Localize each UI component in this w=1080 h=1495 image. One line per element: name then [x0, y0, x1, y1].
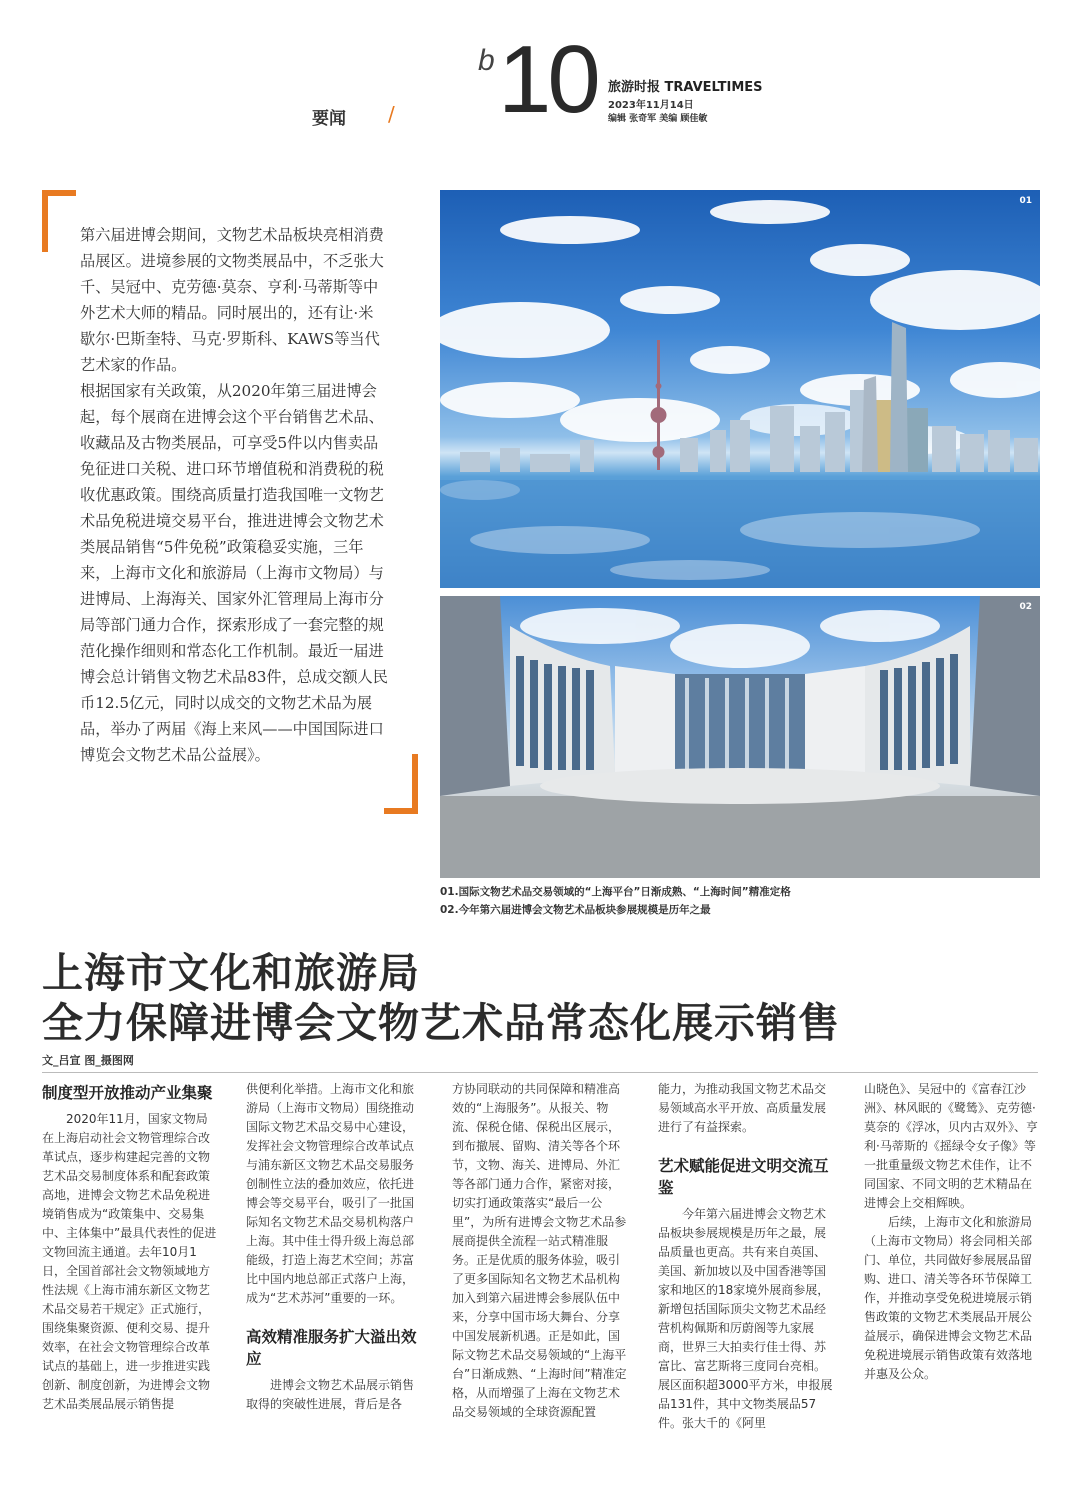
section-slash: / — [388, 102, 395, 126]
article-column-1 — [42, 1080, 218, 1414]
article-paragraph: 供便利化举措。上海市文化和旅游局（上海市文物局）围绕推动国际文物艺术品交易中心建设，发挥社会文物管理综合改革试点与浦东新区文物艺术品交易服务创制性立法的叠加效应，依托进博会等交易平台，吸引了一批国际知名文物艺术品交易机构落户上海。其中佳士得升级上海总部能级，打造上海艺术空间；苏富比中国内地总部正式落户上海，成为“艺术苏河”重要的一环。 — [246, 1082, 415, 1305]
section-label: 要闻 — [312, 109, 346, 129]
article-paragraph: 后续，上海市文化和旅游局（上海市文物局）将会同相关部门、单位，共同做好参展展品留购、进口、清关等各环节保障工作，并推动享受免税进境展示销售政策的文物艺术类展品开展公益展示，确保进博会文物艺术品免税进境展示销售政策有效落地并惠及公众。 — [864, 1215, 1033, 1381]
intro-text — [80, 222, 388, 768]
photo-shanghai-skyline — [440, 190, 1040, 588]
intro-paragraph: 第六届进博会期间，文物艺术品板块亮相消费品展区。进境参展的文物类展品中，不乏张大千、吴冠中、克劳德·莫奈、亨利·马蒂斯等中外艺术大师的精品。同时展出的，还有让·米歇尔·巴斯奎特、马克·罗斯科、KAWS等当代艺术家的作品。 — [80, 226, 384, 374]
headline-line2: 全力保障进博会文物艺术品常态化展示销售 — [42, 999, 840, 1047]
photo-caption: 02.今年第六届进博会文物艺术品板块参展规模是历年之最 — [440, 904, 711, 916]
photo-exhibition-center — [440, 596, 1040, 878]
paper-date: 2023年11月14日 — [608, 100, 694, 111]
subheading: 艺术赋能促进文明交流互鉴 — [658, 1156, 829, 1197]
byline: 文_吕宣 图_摄图网 — [42, 1054, 134, 1067]
article-column-4 — [658, 1080, 834, 1433]
bracket-bottom-right — [384, 754, 418, 814]
page-number: 10 — [498, 26, 597, 133]
photo-number: 02 — [1019, 602, 1032, 612]
page-letter: b — [478, 44, 495, 77]
headline-line1: 上海市文化和旅游局 — [42, 949, 420, 997]
article-column-3 — [452, 1080, 628, 1422]
article-paragraph: 能力，为推动我国文物艺术品交易领域高水平开放、高质量发展进行了有益探索。 — [658, 1082, 827, 1134]
bracket-top-left — [42, 190, 76, 252]
article-paragraph: 2020年11月，国家文物局在上海启动社会文物管理综合改革试点，逐步构建起完善的文物艺术品交易制度体系和配套政策高地，进博会文物艺术品免税进境销售成为“政策集中、交易集中、主体集中”最具代表性的促进文物回流主通道。去年10月1日，全国首部社会文物领域地方性法规《上海市浦东新区文物艺术品交易若干规定》正式施行，围绕集聚资源、便利交易、提升效率，在社会文物管理综合改革试点的基础上，进一步推进实践创新、制度创新，为进博会文物艺术品类展品展示销售提 — [42, 1112, 217, 1411]
photo-number: 01 — [1019, 196, 1032, 206]
subheading: 高效精准服务扩大溢出效应 — [246, 1327, 417, 1368]
subheading: 制度型开放推动产业集聚 — [42, 1083, 213, 1102]
paper-name: 旅游时报 TRAVELTIMES — [608, 80, 763, 95]
article-paragraph: 山晓色》、吴冠中的《富春江沙洲》、林风眠的《鹭鸶》、克劳德·莫奈的《浮冰，贝内古双外》、亨利·马蒂斯的《摇绿令女子像》等一批重量级文物艺术佳作，让不同国家、不同文明的艺术精品在进博会上交相辉映。 — [864, 1082, 1039, 1210]
divider — [42, 1072, 1038, 1073]
article-paragraph: 进博会文物艺术品展示销售取得的突破性进展，背后是各 — [246, 1378, 415, 1411]
article-paragraph: 方协同联动的共同保障和精准高效的“上海服务”。从报关、物流、保税仓储、保税出区展示，到布撤展、留购、清关等各个环节，文物、海关、进博局、外汇等各部门通力合作，紧密对接，切实打通政策落实“最后一公里”，为所有进博会文物艺术品参展商提供全流程一站式精准服务。正是优质的服务体验，吸引了更多国际知名文物艺术品机构加入到第六届进博会参展队伍中来，分享中国市场大舞台、分享中国发展新机遇。正是如此，国际文物艺术品交易领域的“上海平台”日渐成熟、“上海时间”精准定格，从而增强了上海在文物艺术品交易领域的全球资源配置 — [452, 1082, 627, 1419]
article-column-5 — [864, 1080, 1040, 1384]
article-paragraph: 今年第六届进博会文物艺术品板块参展规模是历年之最，展品质量也更高。共有来自英国、美国、新加坡以及中国香港等国家和地区的18家境外展商参展，新增包括国际顶尖文物艺术品经营机构佩斯和厉蔚阁等九家展商，世界三大拍卖行佳士得、苏富比、富艺斯将三度同台亮相。展区面积超3000平方米，申报展品131件，其中文物类展品57件。张大千的《阿里 — [658, 1207, 833, 1430]
paper-editors: 编辑 张奇军 美编 顾佳敏 — [608, 114, 708, 124]
photo-caption: 01.国际文物艺术品交易领域的“上海平台”日渐成熟、“上海时间”精准定格 — [440, 886, 791, 898]
intro-paragraph: 根据国家有关政策，从2020年第三届进博会起，每个展商在进博会这个平台销售艺术品、收藏品及古物类展品，可享受5件以内售卖品免征进口关税、进口环节增值税和消费税的税收优惠政策。围绕高质量打造我国唯一文物艺术品免税进境交易平台，推进进博会文物艺术类展品销售“5件免税”政策稳妥实施，三年来，上海市文化和旅游局（上海市文物局）与进博局、上海海关、国家外汇管理局上海市分局等部门通力合作，探索形成了一套完整的规范化操作细则和常态化工作机制。最近一届进博会总计销售文物艺术品83件，总成交额人民币12.5亿元，同时以成交的文物艺术品为展品，举办了两届《海上来风——中国国际进口博览会文物艺术品公益展》。 — [80, 382, 388, 764]
article-column-2 — [246, 1080, 422, 1414]
